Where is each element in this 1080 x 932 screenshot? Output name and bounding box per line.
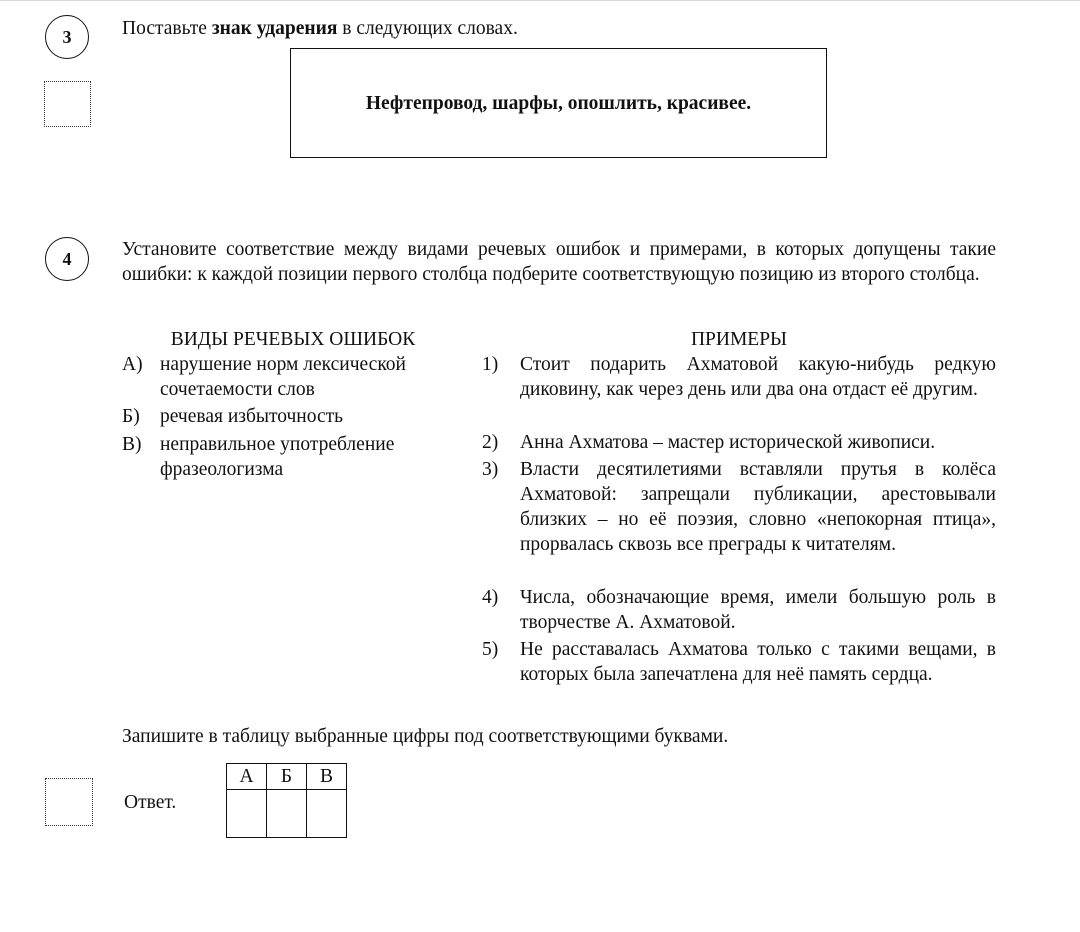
right-item-marker: 1) [482,354,499,375]
right-item-5 [482,637,996,712]
right-item-text: Стоит подарить Ахматовой какую-нибудь редкую диковину, как через день или два она отдаст её другим. [520,354,996,400]
right-item-4 [482,585,996,635]
answer-table-header-b: Б [267,764,307,790]
task4-number: 4 [62,249,72,269]
answer-label: Ответ. [124,792,177,813]
right-item-text: Не расставалась Ахматова только с такими вещами, в которых была запечатлена для неё память сердца. [520,639,996,685]
left-item-marker: Б) [122,406,140,427]
answer-cell-b[interactable] [267,790,307,838]
left-column-header: ВИДЫ РЕЧЕВЫХ ОШИБОК [170,329,416,350]
task4-prompt: Установите соответствие между видами речевых ошибок и примерами, в которых допущены такие ошибки: к каждой позиции первого столбца подберите соответствующую позицию из второго столбца. [122,239,996,285]
task3-number: 3 [62,27,72,47]
right-item-marker: 2) [482,432,499,453]
left-item-marker: А) [122,354,143,375]
task4-number-circle [45,237,89,281]
right-item-text: Власти десятилетиями вставляли прутья в колёса Ахматовой: запрещали публикации, арестовывали близких – но её поэзия, словно «непокорная птица», прорвалась сквозь все преграды к читателям. [520,459,996,555]
right-item-text: Числа, обозначающие время, имели большую роль в творчестве А. Ахматовой. [520,587,996,633]
right-item-3 [482,457,996,582]
top-rule [0,0,1080,1]
right-item-text: Анна Ахматова – мастер исторической живописи. [520,432,936,453]
task3-words: Нефтепровод, шарфы, опошлить, красивее. [365,92,752,114]
task4-instruction: Запишите в таблицу выбранные цифры под соответствующими буквами. [122,726,729,747]
task3-words-frame [290,48,827,158]
right-item-2 [482,430,996,455]
left-item-b [122,404,452,429]
right-column-header: ПРИМЕРЫ [690,329,788,350]
task4-answer-box[interactable] [45,778,93,826]
left-item-text: речевая избыточность [160,406,344,427]
left-item-a [122,352,452,402]
task3-number-circle [45,15,89,59]
task3-answer-box[interactable] [44,81,91,127]
left-item-text: нарушение норм лексической сочетаемости слов [160,354,406,400]
task3-prompt [122,16,518,41]
right-item-marker: 5) [482,639,499,660]
left-item-marker: В) [122,434,142,455]
left-item-c [122,432,452,482]
right-item-marker: 4) [482,587,499,608]
task3-prompt-end: в следующих словах. [337,18,518,39]
right-item-1 [482,352,996,427]
answer-table-header-v: В [307,764,347,790]
task3-prompt-bold: знак ударения [211,18,338,39]
task3-prompt-start: Поставьте [122,18,212,39]
answer-table-header-a: А [227,764,267,790]
answer-cell-v[interactable] [307,790,347,838]
left-item-text: неправильное употребление фразеологизма [160,434,395,480]
answer-table [226,763,347,838]
right-item-marker: 3) [482,459,499,480]
answer-cell-a[interactable] [227,790,267,838]
